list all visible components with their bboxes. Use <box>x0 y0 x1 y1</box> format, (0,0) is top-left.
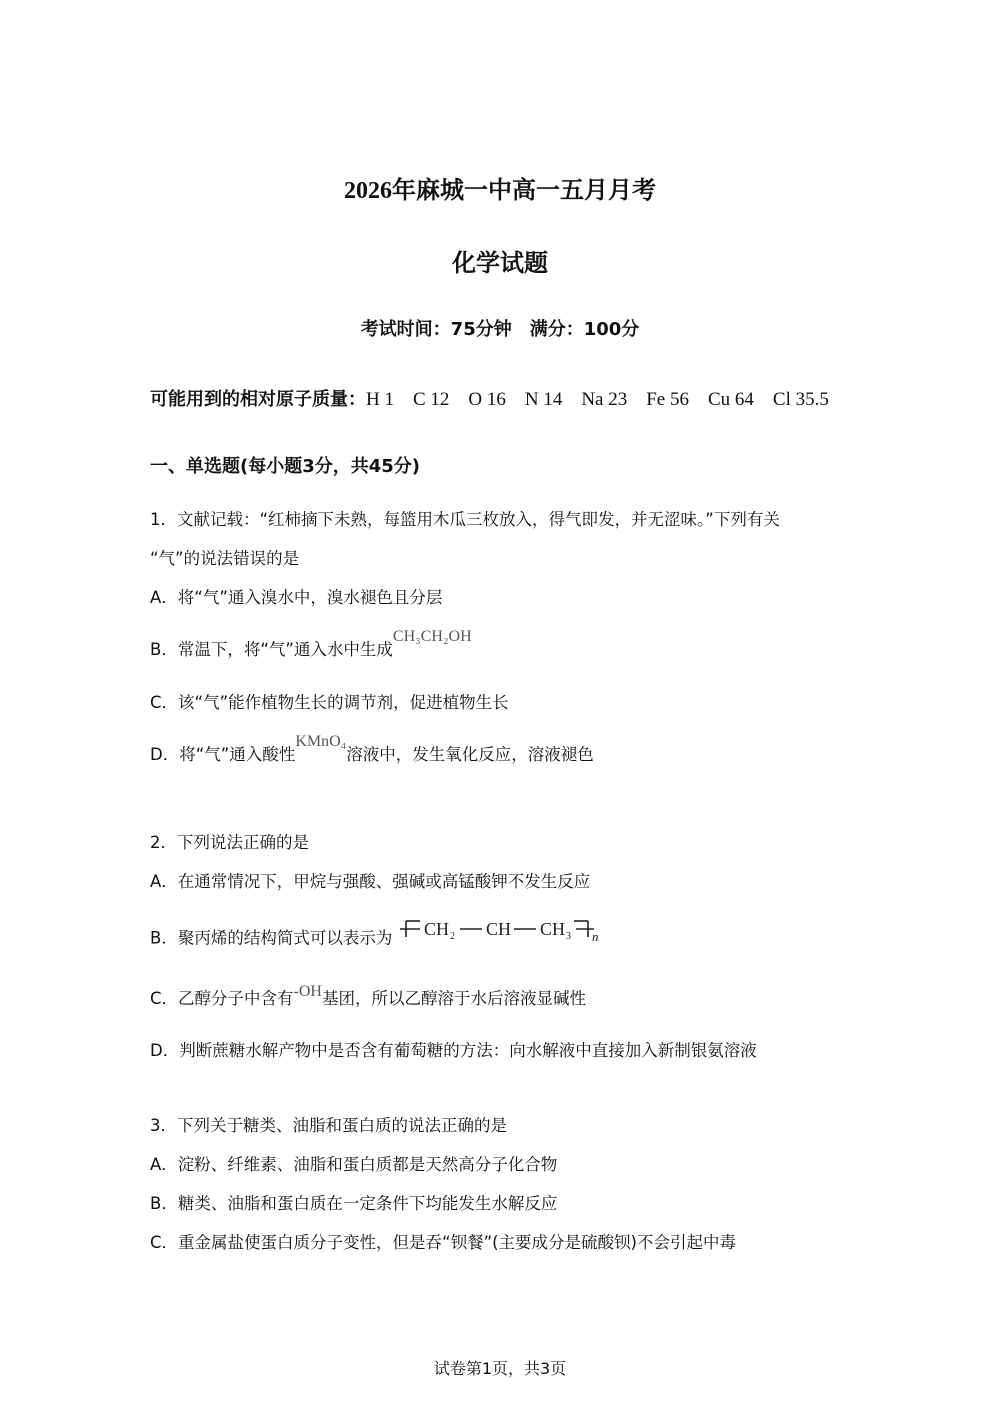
q2-option-b-line <box>150 919 613 959</box>
atomic-mass-values: H 1 C 12 O 16 N 14 Na 23 Fe 56 Cu 64 Cl 35.5 <box>366 389 829 410</box>
svg-text:2: 2 <box>449 931 455 942</box>
polymer-bracket-icon <box>398 915 613 951</box>
exam-info: 考试时间：75分钟 满分：100分 <box>360 319 640 340</box>
atomic-mass-label: 可能用到的相对原子质量： <box>150 389 366 410</box>
polypropylene-formula-text <box>613 915 614 916</box>
q1-option-d-post: 溶液中，发生氧化反应，溶液褪色 <box>346 745 594 764</box>
q1-option-b: B．常温下，将“气”通入水中生成 <box>150 640 393 659</box>
q1-stem-line1: 1．文献记载：“红柿摘下未熟，每篮用木瓜三枚放入，得气即发，并无涩味。”下列有关 <box>150 510 780 529</box>
page-footer: 试卷第1页，共3页 <box>433 1359 567 1378</box>
q2-option-c-formula: -OH <box>293 983 322 1000</box>
polypropylene-structure <box>398 915 613 955</box>
svg-text:n: n <box>591 929 599 944</box>
q1-stem-line2: “气”的说法错误的是 <box>150 549 300 568</box>
q1-option-d-pre: D．将“气”通入酸性 <box>150 745 296 764</box>
svg-text:3: 3 <box>565 931 571 942</box>
section-heading: 一、单选题(每小题3分，共45分) <box>150 456 421 477</box>
q1-option-b-formula: CH₃CH₂OH <box>392 628 472 645</box>
atomic-mass-line <box>150 384 829 411</box>
q1-option-d-formula: KMnO₄ <box>295 733 347 750</box>
q1-option-c: C．该“气”能作植物生长的调节剂，促进植物生长 <box>150 693 509 712</box>
svg-text:CH: CH <box>539 919 565 939</box>
svg-text:CH: CH <box>485 919 511 939</box>
q2-option-b: B．聚丙烯的结构简式可以表示为 <box>150 928 393 948</box>
q2-option-d: D．判断蔗糖水解产物中是否含有葡萄糖的方法：向水解液中直接加入新制银氨溶液 <box>150 1041 757 1060</box>
q3-option-b: B．糖类、油脂和蛋白质在一定条件下均能发生水解反应 <box>150 1194 558 1213</box>
q2-option-c-pre: C．乙醇分子中含有 <box>150 989 294 1008</box>
q3-option-c: C．重金属盐使蛋白质分子变性，但是吞“钡餐”(主要成分是硫酸钡)不会引起中毒 <box>150 1233 736 1252</box>
svg-text:CH: CH <box>423 919 449 939</box>
q2-option-c-line <box>150 985 586 1009</box>
q2-option-c-post: 基团，所以乙醇溶于水后溶液显碱性 <box>321 989 586 1008</box>
q3-stem: 3．下列关于糖类、油脂和蛋白质的说法正确的是 <box>150 1116 507 1135</box>
exam-title: 2026年麻城一中高一五月月考 <box>344 178 656 204</box>
q1-option-d-line <box>150 733 594 765</box>
q1-option-b-line <box>150 628 472 660</box>
exam-subtitle: 化学试题 <box>452 249 548 277</box>
q2-option-a: A．在通常情况下，甲烷与强酸、强碱或高锰酸钾不发生反应 <box>150 872 591 891</box>
q1-option-a: A．将“气”通入溴水中，溴水褪色且分层 <box>150 588 443 607</box>
q3-option-a: A．淀粉、纤维素、油脂和蛋白质都是天然高分子化合物 <box>150 1155 558 1174</box>
q2-stem: 2．下列说法正确的是 <box>150 833 309 852</box>
